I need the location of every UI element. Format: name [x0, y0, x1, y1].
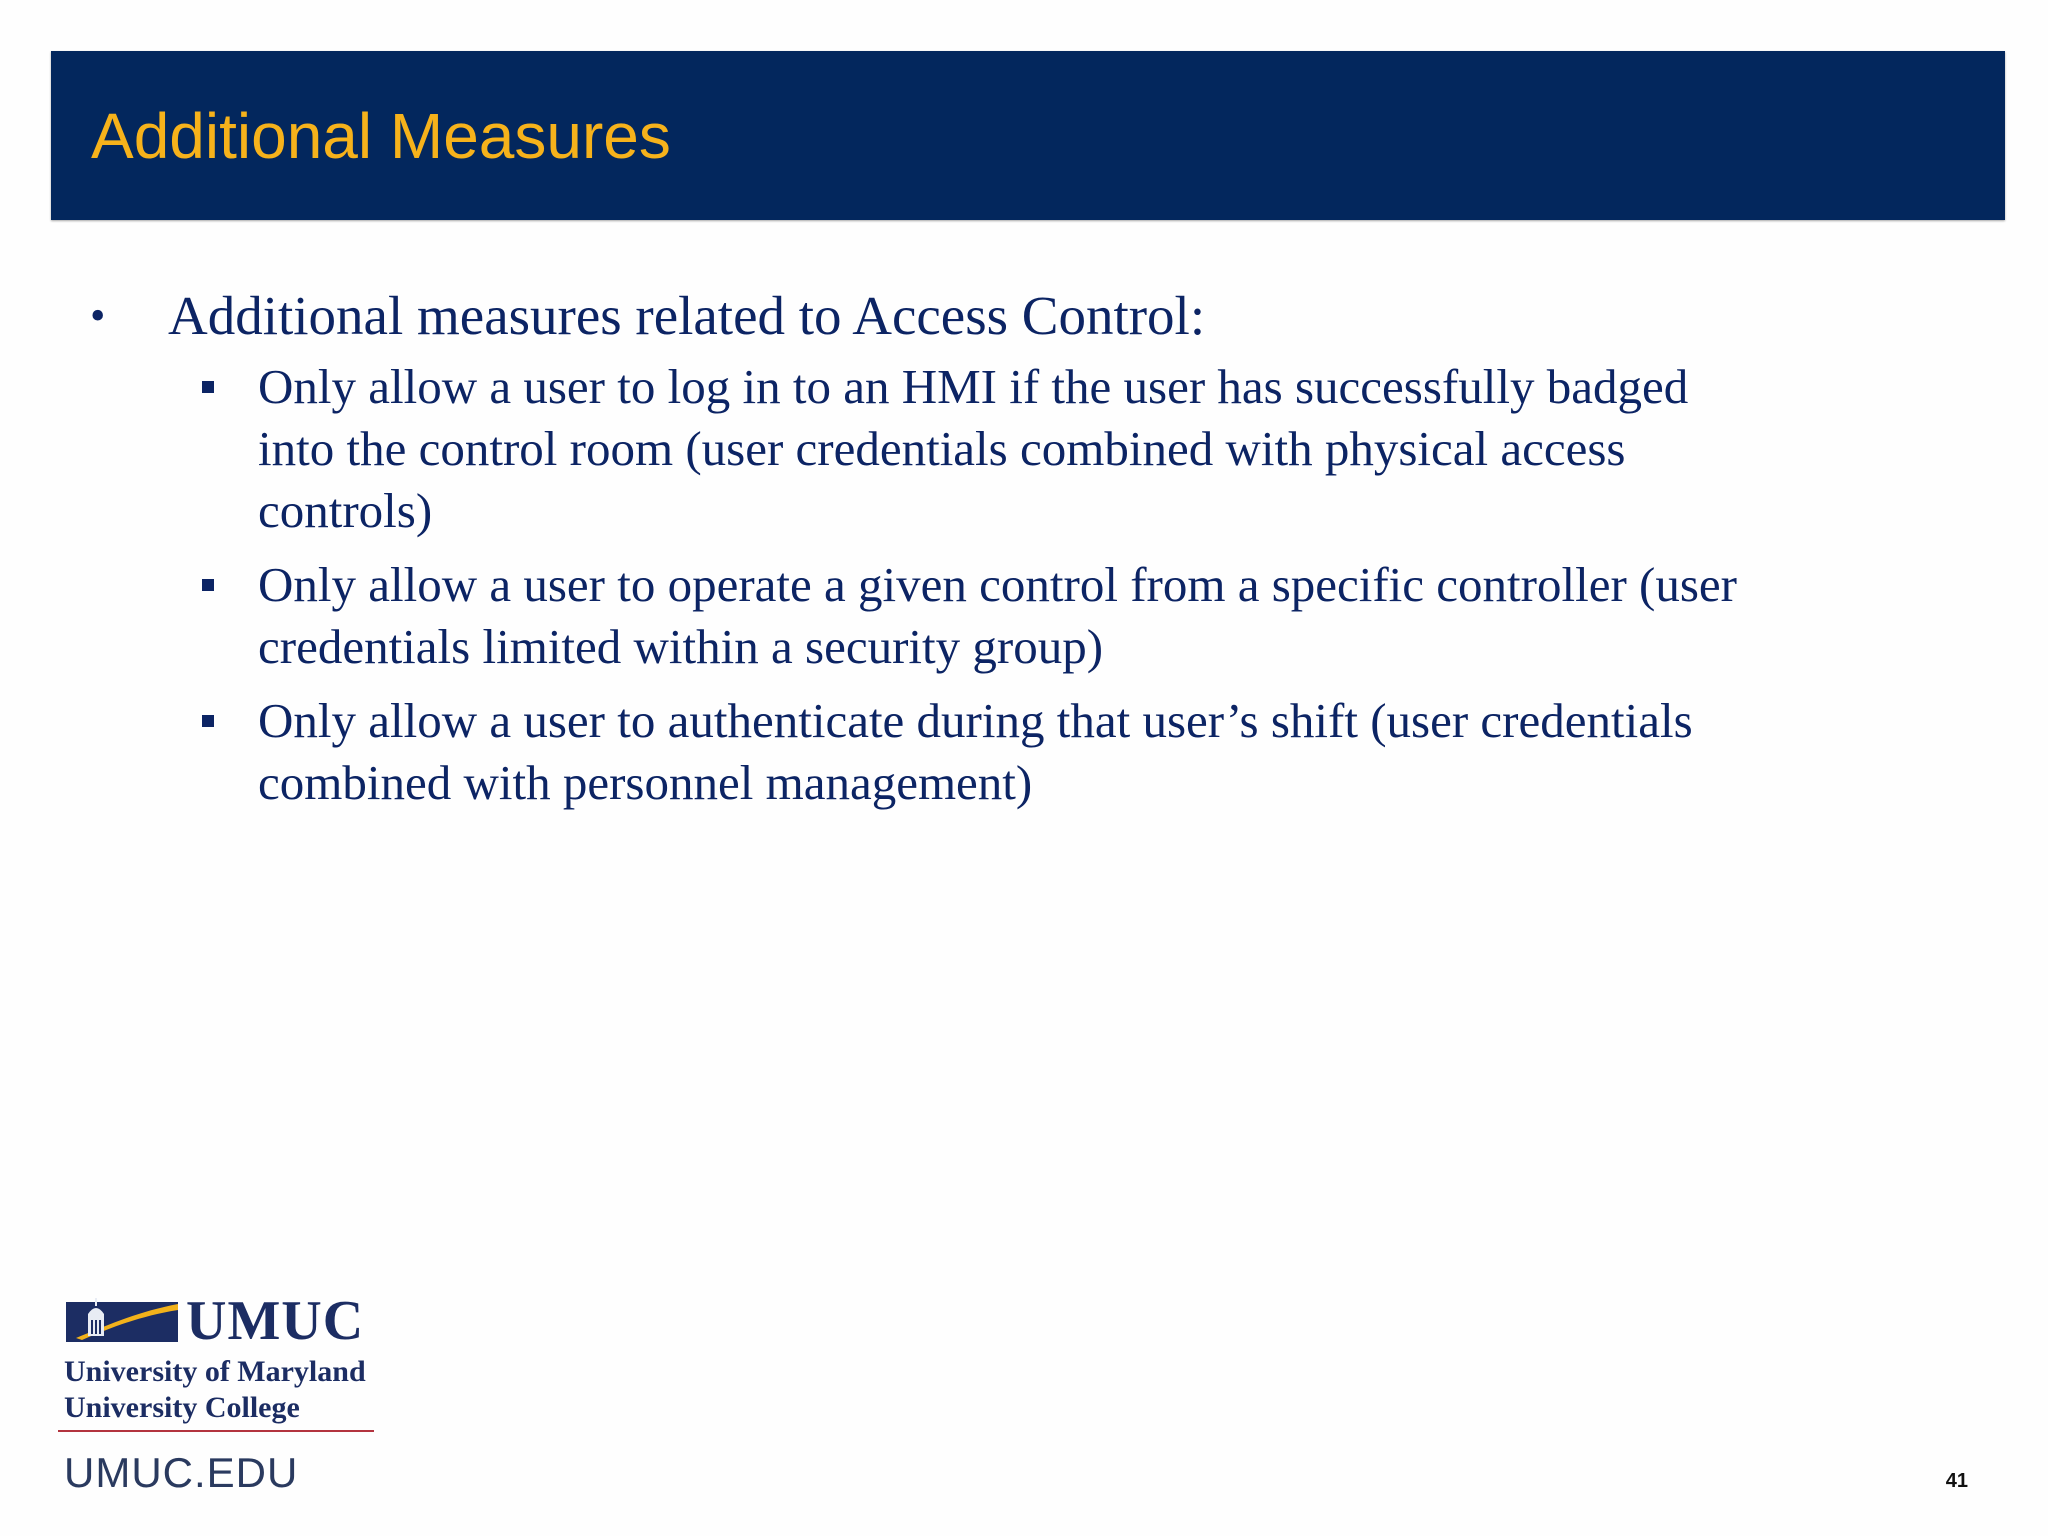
title-bar	[51, 51, 2005, 220]
square-bullet-icon	[202, 579, 214, 591]
sub-bullet-item	[90, 554, 1740, 678]
dome-swoosh-icon	[66, 1296, 186, 1348]
logo-college-name: University College	[64, 1391, 300, 1424]
page-number: 41	[1945, 1470, 1968, 1492]
logo-university-name: University of Maryland	[64, 1355, 366, 1388]
bullet-text: Additional measures related to Access Control:	[168, 285, 1206, 346]
logo-acronym: UMUC	[186, 1290, 365, 1352]
sub-bullet-text: Only allow a user to log in to an HMI if the user has successfully badged into the control room (user credentials combined with physical access controls)	[258, 359, 1689, 538]
logo-divider	[58, 1430, 374, 1432]
bullet-level-1	[90, 280, 1740, 352]
sub-bullet-item	[90, 690, 1740, 814]
sub-bullet-text: Only allow a user to operate a given control from a specific controller (user credentials limited within a security group)	[258, 557, 1737, 674]
sub-bullet-item	[90, 356, 1740, 542]
square-bullet-icon	[202, 715, 214, 727]
sub-bullet-list	[90, 356, 1740, 814]
website-url: UMUC.EDU	[64, 1449, 299, 1496]
square-bullet-icon	[202, 381, 214, 393]
logo-header-row	[58, 1290, 378, 1352]
slide-title: Additional Measures	[91, 99, 671, 172]
slide-content	[90, 280, 1740, 826]
sub-bullet-text: Only allow a user to authenticate during that user’s shift (user credentials combined with personnel management)	[258, 693, 1693, 810]
bullet-dot-icon: •	[90, 291, 106, 340]
